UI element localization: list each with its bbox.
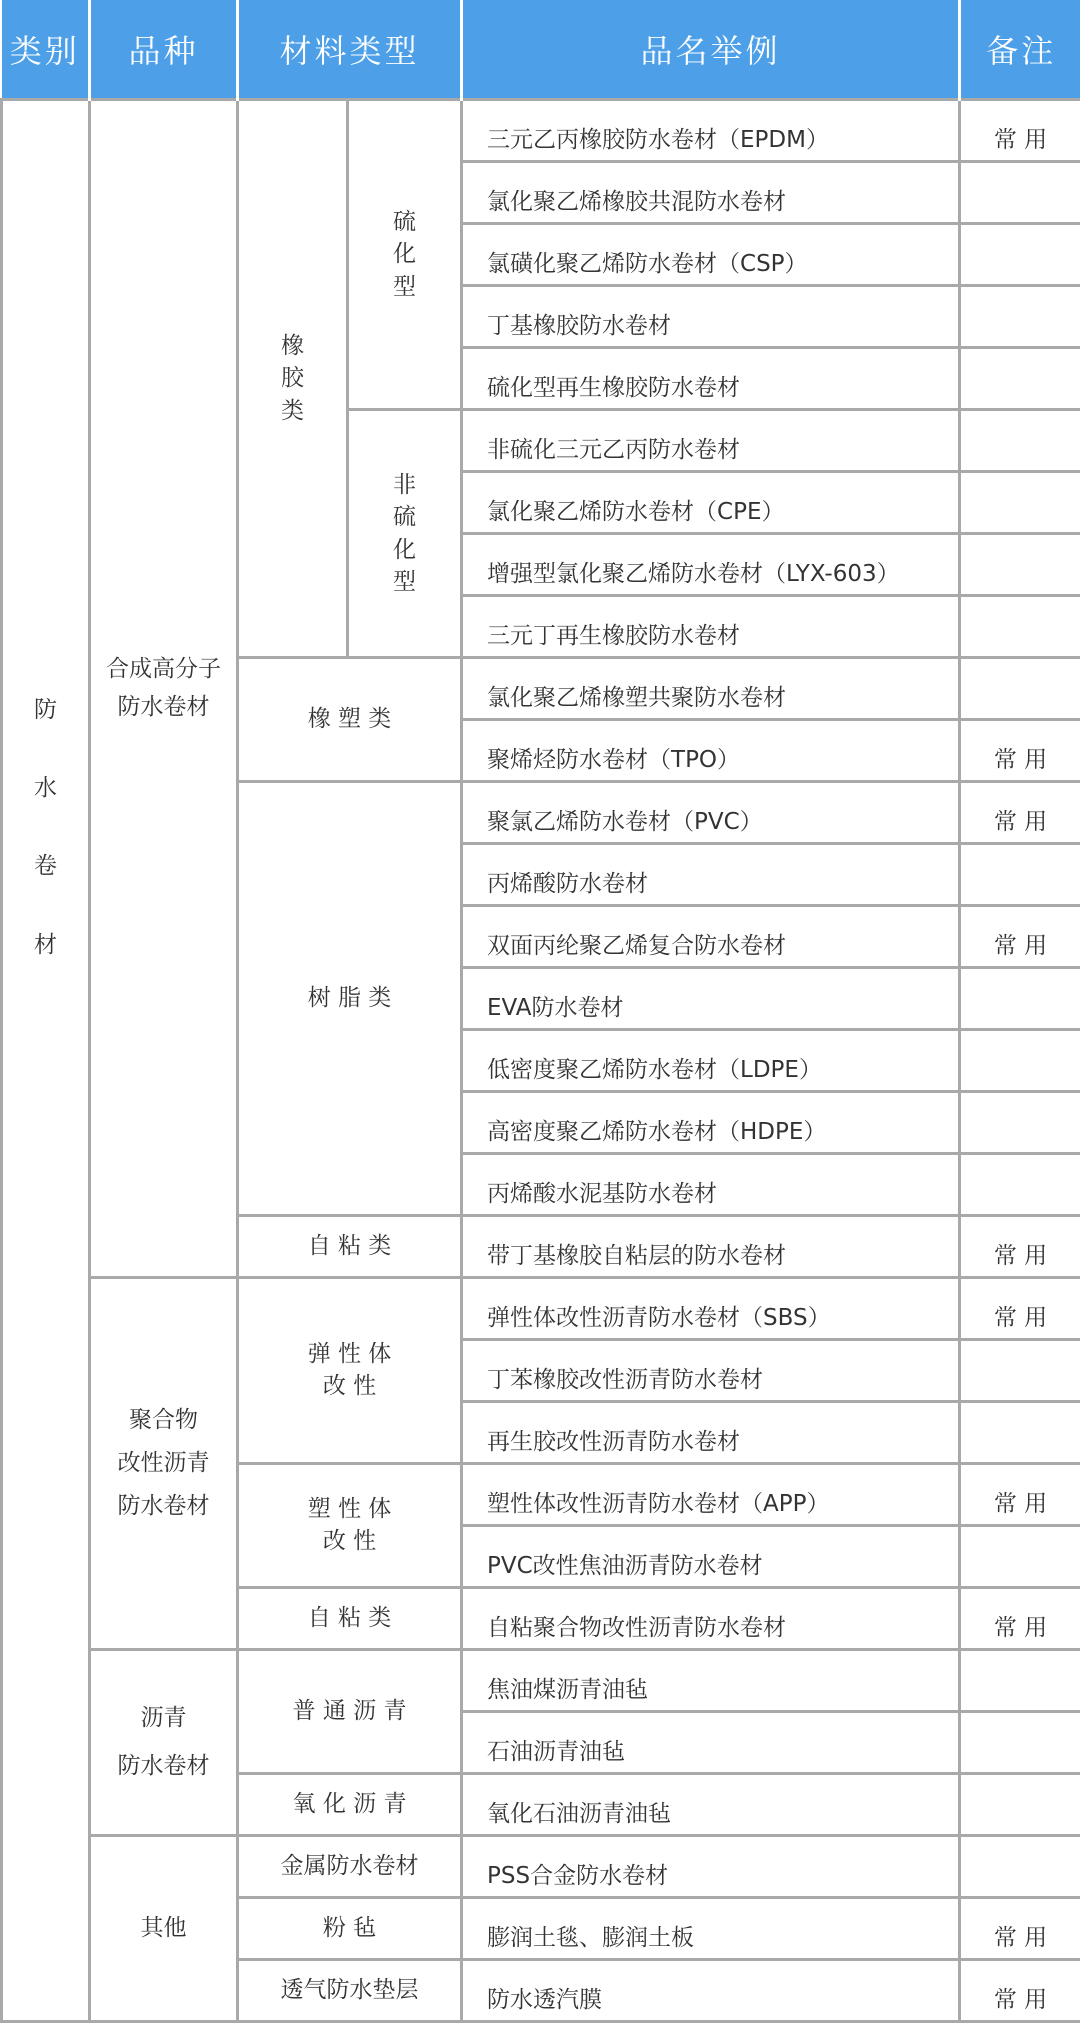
note-cell [960, 658, 1080, 720]
note-cell [960, 1650, 1080, 1712]
variety-polymer-line2: 改性沥青 [91, 1448, 236, 1479]
type-plastomer [238, 1464, 462, 1588]
category-label: 防水卷材 [33, 671, 58, 984]
type-elastomer-line1: 弹 性 体 [239, 1339, 460, 1370]
type-resin: 树 脂 类 [238, 782, 462, 1216]
example-name: 防水透汽膜 [462, 1960, 960, 2022]
example-name: PVC改性焦油沥青防水卷材 [462, 1526, 960, 1588]
note-cell [960, 1402, 1080, 1464]
note-cell [960, 348, 1080, 410]
note-cell: 常 用 [960, 782, 1080, 844]
header-example: 品名举例 [462, 0, 960, 100]
example-name: 高密度聚乙烯防水卷材（HDPE） [462, 1092, 960, 1154]
note-cell [960, 1030, 1080, 1092]
note-cell: 常 用 [960, 906, 1080, 968]
note-cell: 常 用 [960, 1278, 1080, 1340]
variety-polymer-line1: 聚合物 [91, 1405, 236, 1436]
type-plastomer-line1: 塑 性 体 [239, 1494, 460, 1525]
note-cell [960, 1340, 1080, 1402]
type-elastomer [238, 1278, 462, 1464]
note-cell [960, 1526, 1080, 1588]
example-name: 聚烯烃防水卷材（TPO） [462, 720, 960, 782]
note-cell [960, 1154, 1080, 1216]
example-name: 丙烯酸防水卷材 [462, 844, 960, 906]
example-name: 双面丙纶聚乙烯复合防水卷材 [462, 906, 960, 968]
header-row [2, 0, 1080, 100]
note-cell: 常 用 [960, 1216, 1080, 1278]
example-name: 丁基橡胶防水卷材 [462, 286, 960, 348]
note-cell [960, 472, 1080, 534]
note-cell: 常 用 [960, 1588, 1080, 1650]
example-name: 氯化聚乙烯橡胶共混防水卷材 [462, 162, 960, 224]
type-plastomer-line2: 改 性 [239, 1526, 460, 1557]
example-name: 石油沥青油毡 [462, 1712, 960, 1774]
type-non-vulcanized-label: 非硫化型 [392, 469, 417, 598]
example-name: 氧化石油沥青油毡 [462, 1774, 960, 1836]
example-name: 氯化聚乙烯橡塑共聚防水卷材 [462, 658, 960, 720]
example-name: 丙烯酸水泥基防水卷材 [462, 1154, 960, 1216]
note-cell [960, 286, 1080, 348]
type-metal: 金属防水卷材 [238, 1836, 462, 1898]
header-category: 类别 [2, 0, 90, 100]
type-felt: 粉 毡 [238, 1898, 462, 1960]
note-cell [960, 162, 1080, 224]
example-name: 弹性体改性沥青防水卷材（SBS） [462, 1278, 960, 1340]
type-rubber-label: 橡胶类 [280, 330, 305, 427]
header-note: 备注 [960, 0, 1080, 100]
example-name: 丁苯橡胶改性沥青防水卷材 [462, 1340, 960, 1402]
header-material-type: 材料类型 [238, 0, 462, 100]
note-cell [960, 410, 1080, 472]
note-cell: 常 用 [960, 720, 1080, 782]
table-row [2, 100, 1080, 162]
table-row [2, 1836, 1080, 1898]
example-name: 增强型氯化聚乙烯防水卷材（LYX-603） [462, 534, 960, 596]
variety-polymer [90, 1278, 238, 1650]
note-cell [960, 1092, 1080, 1154]
example-name: 三元丁再生橡胶防水卷材 [462, 596, 960, 658]
note-cell [960, 224, 1080, 286]
variety-asphalt-line2: 防水卷材 [91, 1751, 236, 1782]
type-elastomer-line2: 改 性 [239, 1371, 460, 1402]
variety-asphalt-line1: 沥青 [91, 1703, 236, 1734]
note-cell: 常 用 [960, 1464, 1080, 1526]
variety-synthetic [90, 100, 238, 1278]
example-name: PSS合金防水卷材 [462, 1836, 960, 1898]
type-vulcanized-label: 硫化型 [392, 206, 417, 303]
type-oxidized-asphalt: 氧 化 沥 青 [238, 1774, 462, 1836]
note-cell [960, 1712, 1080, 1774]
type-vulcanized [348, 100, 462, 410]
note-cell [960, 534, 1080, 596]
example-name: 焦油煤沥青油毡 [462, 1650, 960, 1712]
variety-other: 其他 [90, 1836, 238, 2022]
type-rubber-plastic: 橡 塑 类 [238, 658, 462, 782]
example-name: 带丁基橡胶自粘层的防水卷材 [462, 1216, 960, 1278]
example-name: 再生胶改性沥青防水卷材 [462, 1402, 960, 1464]
example-name: 三元乙丙橡胶防水卷材（EPDM） [462, 100, 960, 162]
note-cell: 常 用 [960, 1898, 1080, 1960]
example-name: 硫化型再生橡胶防水卷材 [462, 348, 960, 410]
example-name: 自粘聚合物改性沥青防水卷材 [462, 1588, 960, 1650]
type-breathable: 透气防水垫层 [238, 1960, 462, 2022]
note-cell: 常 用 [960, 100, 1080, 162]
variety-polymer-line3: 防水卷材 [91, 1491, 236, 1522]
example-name: 氯化聚乙烯防水卷材（CPE） [462, 472, 960, 534]
table-row [2, 1650, 1080, 1712]
type-ordinary-asphalt: 普 通 沥 青 [238, 1650, 462, 1774]
example-name: 聚氯乙烯防水卷材（PVC） [462, 782, 960, 844]
type-non-vulcanized [348, 410, 462, 658]
note-cell [960, 596, 1080, 658]
example-name: 低密度聚乙烯防水卷材（LDPE） [462, 1030, 960, 1092]
header-variety: 品种 [90, 0, 238, 100]
note-cell [960, 1836, 1080, 1898]
note-cell [960, 968, 1080, 1030]
example-name: EVA防水卷材 [462, 968, 960, 1030]
variety-synthetic-line1: 合成高分子 [91, 654, 236, 685]
variety-synthetic-line2: 防水卷材 [91, 692, 236, 723]
example-name: 塑性体改性沥青防水卷材（APP） [462, 1464, 960, 1526]
example-name: 非硫化三元乙丙防水卷材 [462, 410, 960, 472]
type-self-adhesive: 自 粘 类 [238, 1216, 462, 1278]
example-name: 膨润土毯、膨润土板 [462, 1898, 960, 1960]
example-name: 氯磺化聚乙烯防水卷材（CSP） [462, 224, 960, 286]
note-cell: 常 用 [960, 1960, 1080, 2022]
table-row [2, 1278, 1080, 1340]
type-self-adhesive-2: 自 粘 类 [238, 1588, 462, 1650]
note-cell [960, 1774, 1080, 1836]
type-rubber [238, 100, 348, 658]
variety-asphalt [90, 1650, 238, 1836]
note-cell [960, 844, 1080, 906]
category-cell [2, 100, 90, 2022]
